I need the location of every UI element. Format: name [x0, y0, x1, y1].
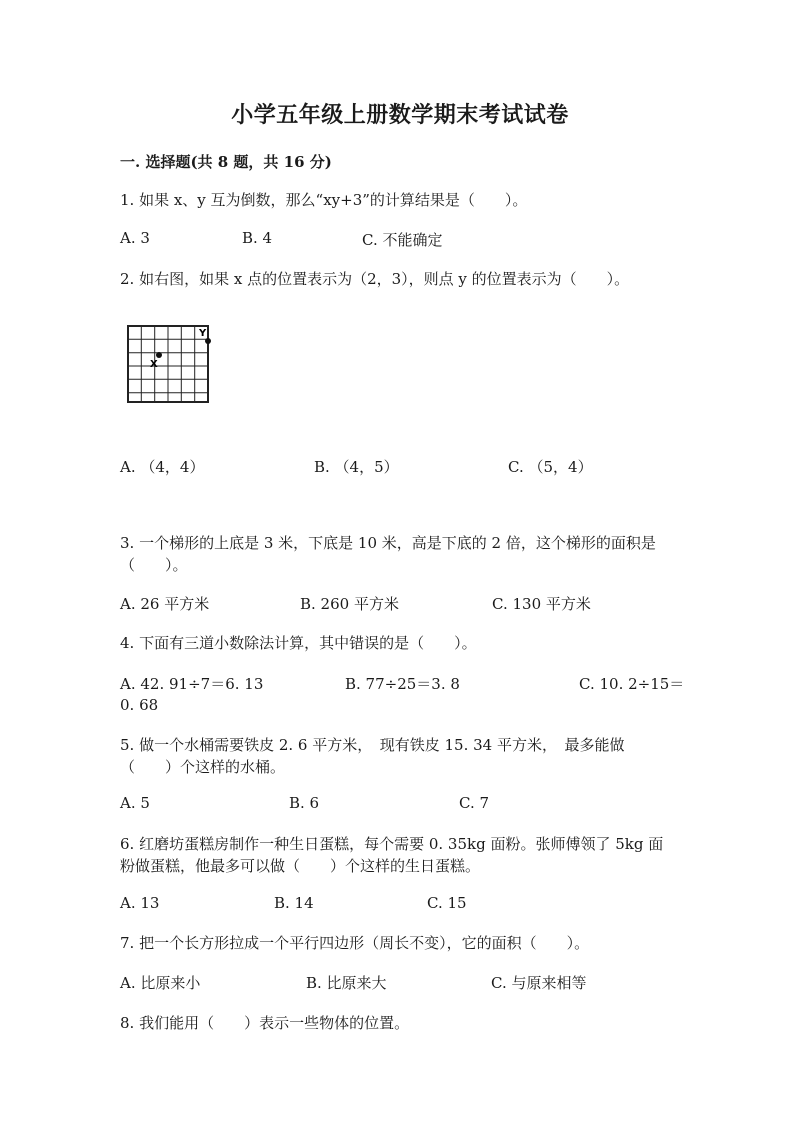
q7-option-b: B. 比原来大	[306, 974, 387, 992]
question-3-line2: （ ）。	[120, 556, 188, 574]
q1-option-c: C. 不能确定	[362, 231, 443, 249]
q7-option-a: A. 比原来小	[120, 974, 201, 992]
question-6-line2: 粉做蛋糕，他最多可以做（ ）个这样的生日蛋糕。	[120, 857, 481, 875]
q5-option-c: C. 7	[459, 794, 490, 812]
q4-option-c-line2: 0. 68	[120, 696, 159, 714]
q6-option-c: C. 15	[427, 894, 467, 912]
q4-option-a: A. 42. 91÷7＝6. 13	[120, 675, 264, 693]
question-5-line2: （ ）个这样的水桶。	[120, 758, 286, 776]
question-1: 1. 如果 x、y 互为倒数，那么“xy+3”的计算结果是（ ）。	[120, 191, 528, 209]
q5-option-a: A. 5	[120, 794, 150, 812]
question-7: 7. 把一个长方形拉成一个平行四边形（周长不变），它的面积（ ）。	[120, 934, 590, 952]
question-8: 8. 我们能用（ ）表示一些物体的位置。	[120, 1014, 410, 1032]
q5-option-b: B. 6	[289, 794, 320, 812]
section-heading: 一. 选择题(共 8 题，共 16 分)	[120, 153, 332, 171]
label-y: Y	[199, 328, 207, 339]
q2-option-a: A. （4，4）	[120, 458, 205, 476]
grid-figure	[124, 322, 216, 406]
q2-option-b: B. （4，5）	[314, 458, 399, 476]
q1-option-b: B. 4	[242, 229, 273, 247]
q1-option-a: A. 3	[120, 229, 150, 247]
question-3: 3. 一个梯形的上底是 3 米，下底是 10 米，高是下底的 2 倍，这个梯形的面积是	[120, 534, 656, 552]
question-4: 4. 下面有三道小数除法计算，其中错误的是（ ）。	[120, 634, 477, 652]
page-title: 小学五年级上册数学期末考试试卷	[231, 102, 569, 128]
q4-option-c: C. 10. 2÷15＝	[579, 675, 685, 693]
question-5: 5. 做一个水桶需要铁皮 2. 6 平方米， 现有铁皮 15. 34 平方米， 最多能做	[120, 736, 625, 754]
q4-option-b: B. 77÷25＝3. 8	[345, 675, 460, 693]
question-2: 2. 如右图，如果 x 点的位置表示为（2，3），则点 y 的位置表示为（ ）。	[120, 270, 630, 288]
q7-option-c: C. 与原来相等	[491, 974, 587, 992]
q6-option-a: A. 13	[120, 894, 160, 912]
q3-option-a: A. 26 平方米	[120, 595, 210, 613]
q3-option-b: B. 260 平方米	[300, 595, 399, 613]
q2-option-c: C. （5，4）	[508, 458, 593, 476]
q3-option-c: C. 130 平方米	[492, 595, 591, 613]
question-6: 6. 红磨坊蛋糕房制作一种生日蛋糕，每个需要 0. 35kg 面粉。张师傅领了 5kg 面	[120, 835, 664, 853]
point-x	[156, 352, 162, 358]
label-x: X	[150, 359, 158, 370]
q6-option-b: B. 14	[274, 894, 314, 912]
